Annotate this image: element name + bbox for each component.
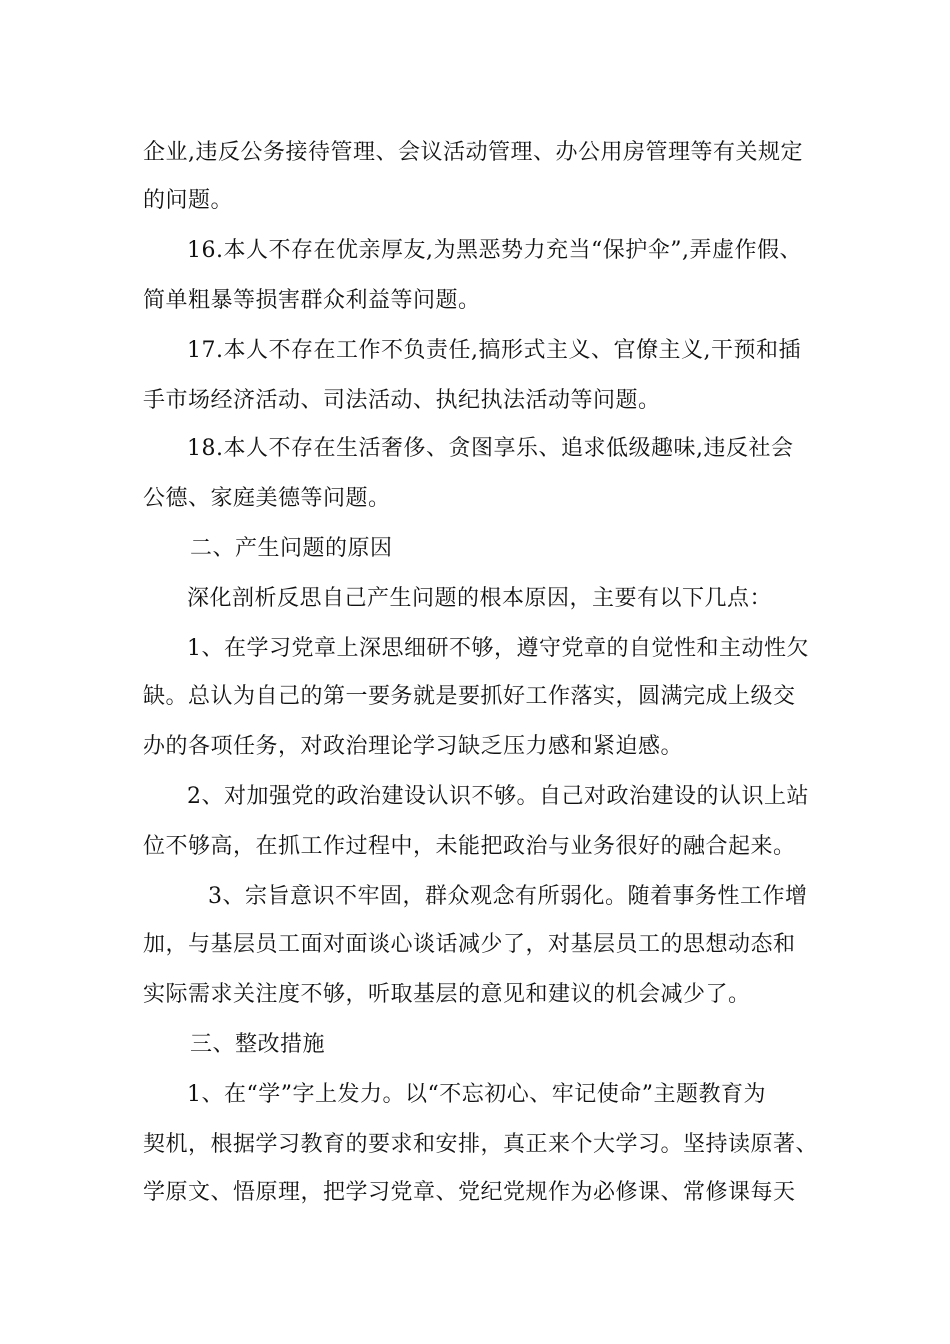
text-line: 契机，根据学习教育的要求和安排，真正来个大学习。坚持读原著、 [143, 1132, 819, 1157]
text-line: 3、宗旨意识不牢固，群众观念有所弱化。随着事务性工作增 [208, 884, 808, 909]
section-heading: 二、产生问题的原因 [190, 536, 393, 561]
text-line: 手市场经济活动、司法活动、执纪执法活动等问题。 [143, 388, 661, 413]
text-line: 简单粗暴等损害群众利益等问题。 [143, 288, 481, 313]
text-line: 位不够高，在抓工作过程中，未能把政治与业务很好的融合起来。 [143, 834, 796, 859]
text-line: 实际需求关注度不够，听取基层的意见和建议的机会减少了。 [143, 982, 751, 1007]
text-line: 加，与基层员工面对面谈心谈话减少了，对基层员工的思想动态和 [143, 932, 796, 957]
text-line: 的问题。 [143, 188, 234, 213]
text-line: 学原文、悟原理，把学习党章、党纪党规作为必修课、常修课每天 [143, 1180, 796, 1205]
text-line: 1、在“学”字上发力。以“不忘初心、牢记使命”主题教育为 [187, 1082, 766, 1107]
text-line: 1、在学习党章上深思细研不够，遵守党章的自觉性和主动性欠 [187, 636, 809, 661]
text-line: 办的各项任务，对政治理论学习缺乏压力感和紧迫感。 [143, 734, 684, 759]
text-line: 公德、家庭美德等问题。 [143, 486, 391, 511]
text-line: 18.本人不存在生活奢侈、贪图享乐、追求低级趣味,违反社会 [187, 436, 794, 461]
text-line: 2、对加强党的政治建设认识不够。自己对政治建设的认识上站 [187, 784, 809, 809]
text-line: 深化剖析反思自己产生问题的根本原因，主要有以下几点： [187, 586, 773, 611]
text-line: 企业,违反公务接待管理、会议活动管理、办公用房管理等有关规定 [143, 140, 803, 165]
text-line: 缺。总认为自己的第一要务就是要抓好工作落实，圆满完成上级交 [143, 684, 796, 709]
section-heading: 三、整改措施 [190, 1032, 326, 1057]
text-line: 16.本人不存在优亲厚友,为黑恶势力充当“保护伞”,弄虚作假、 [187, 238, 802, 263]
text-line: 17.本人不存在工作不负责任,搞形式主义、官僚主义,干预和插 [187, 338, 801, 363]
